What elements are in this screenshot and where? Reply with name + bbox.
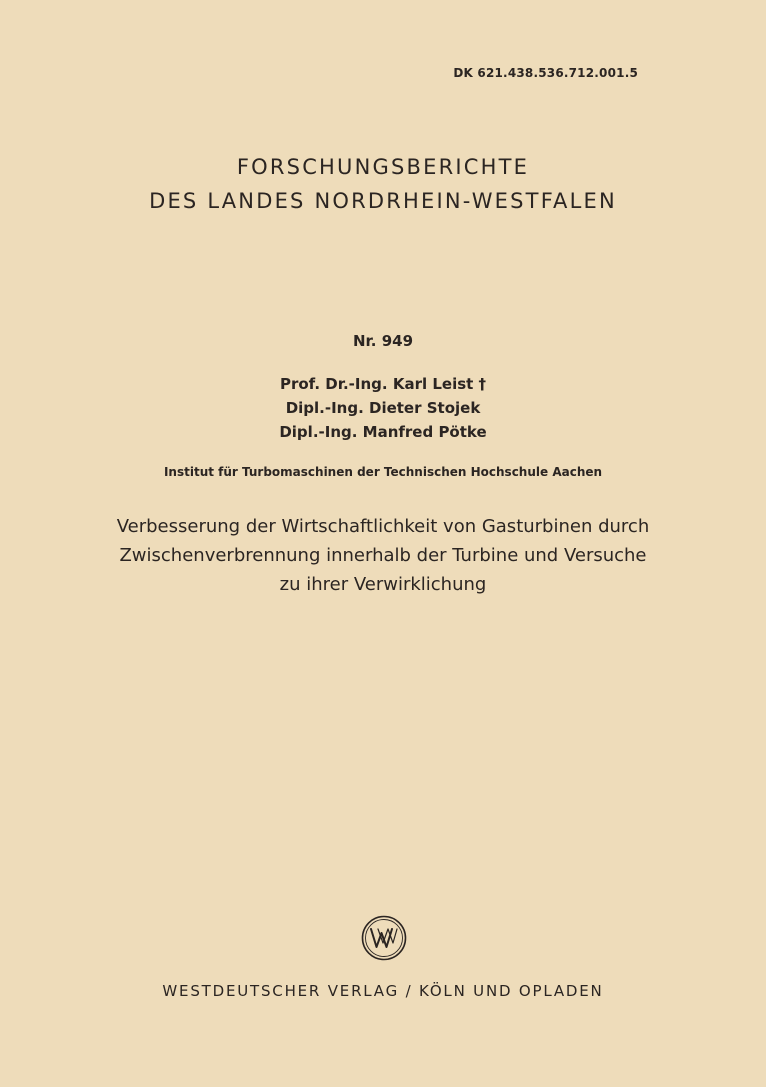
author-2: Dipl.-Ing. Dieter Stojek [285,399,481,417]
report-title-line-1: Verbesserung der Wirtschaftlichkeit von Gasturbinen durch [116,516,650,537]
report-title-line-2: Zwischenverbrennung innerhalb der Turbine und Versuche [119,545,647,566]
series-title-line-1: FORSCHUNGSBERICHTE [236,155,530,179]
report-title [0,512,766,599]
series-title-line-2: DES LANDES NORDRHEIN-WESTFALEN [149,189,617,213]
institute: Institut für Turbomaschinen der Technischen Hochschule Aachen [163,465,603,479]
author-3: Dipl.-Ing. Manfred Pötke [279,423,487,441]
author-list [0,372,766,444]
dk-classification: DK 621.438.536.712.001.5 [453,66,638,80]
series-title [0,150,766,218]
publisher-logo-icon [361,915,407,961]
report-number: Nr. 949 [352,332,414,350]
report-title-line-3: zu ihrer Verwirklichung [279,574,487,595]
publisher-imprint: WESTDEUTSCHER VERLAG / KÖLN UND OPLADEN [162,982,604,1000]
author-1: Prof. Dr.-Ing. Karl Leist † [279,375,487,393]
